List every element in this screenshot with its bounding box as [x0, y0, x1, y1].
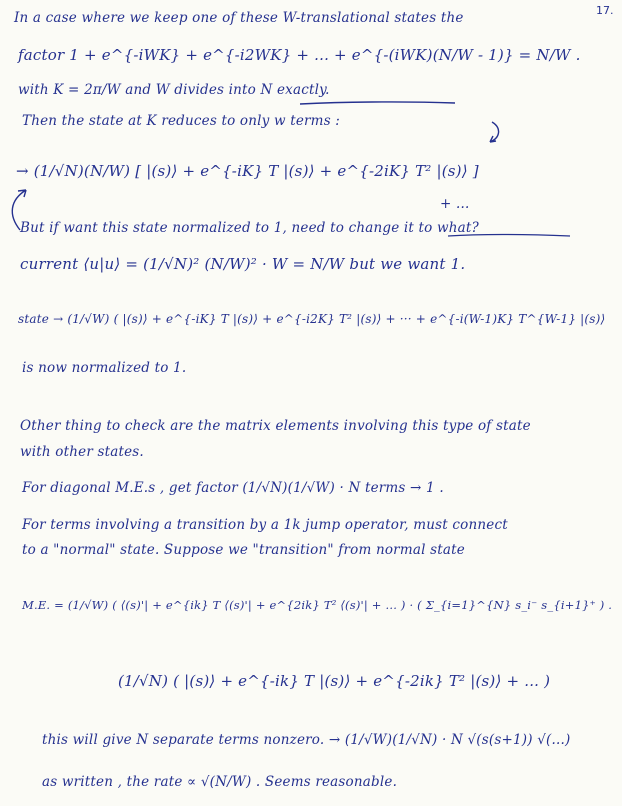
- page-number: 17.: [596, 4, 614, 17]
- equation-line: state → (1/√W) ( |(s)⟩ + e^{-iK} T |(s)⟩ + e^{-i2K} T² |(s)⟩ + ··· + e^{-i(W-1)K} T^{W-1} |(s)⟩: [18, 312, 606, 326]
- text-line: as written , the rate ∝ √(N/W) . Seems reasonable.: [42, 774, 398, 790]
- text-line: with other states.: [20, 444, 144, 460]
- text-line: Then the state at K reduces to only w terms :: [22, 113, 341, 129]
- text-line: In a case where we keep one of these W-translational states the: [14, 10, 464, 26]
- text-line: with K = 2π/W and W divides into N exactly.: [18, 82, 330, 98]
- text-line: is now normalized to 1.: [22, 360, 187, 376]
- text-line: Other thing to check are the matrix elements involving this type of state: [20, 418, 531, 434]
- text-line: this will give N separate terms nonzero. → (1/√W)(1/√N) · N √(s(s+1)) √(...): [42, 732, 571, 748]
- text-line: For diagonal M.E.s , get factor (1/√N)(1/√W) · N terms → 1 .: [22, 480, 444, 496]
- equation-line: (1/√N) ( |(s)⟩ + e^{-ik} T |(s)⟩ + e^{-2ik} T² |(s)⟩ + ... ): [118, 672, 551, 690]
- equation-line: factor 1 + e^{-iWK} + e^{-i2WK} + ... + e^{-(iWK)(N/W - 1)} = N/W .: [18, 46, 581, 64]
- text-line: But if want this state normalized to 1, need to change it to what?: [20, 220, 479, 236]
- text-line: + ...: [440, 196, 470, 212]
- text-line: to a "normal" state. Suppose we "transition" from normal state: [22, 542, 465, 558]
- equation-line: M.E. = (1/√W) ( ⟨(s)'| + e^{ik} T ⟨(s)'| + e^{2ik} T² ⟨(s)'| + ... ) · ( Σ_{i=1}^{N} s_i⁻ s_{i+1}⁺ ) .: [22, 598, 613, 612]
- equation-line: → (1/√N)(N/W) [ |(s)⟩ + e^{-iK} T |(s)⟩ + e^{-2iK} T² |(s)⟩ ]: [16, 162, 479, 180]
- text-line: For terms involving a transition by a 1k jump operator, must connect: [22, 517, 508, 533]
- equation-line: current ⟨u|u⟩ = (1/√N)² (N/W)² · W = N/W but we want 1.: [20, 255, 466, 273]
